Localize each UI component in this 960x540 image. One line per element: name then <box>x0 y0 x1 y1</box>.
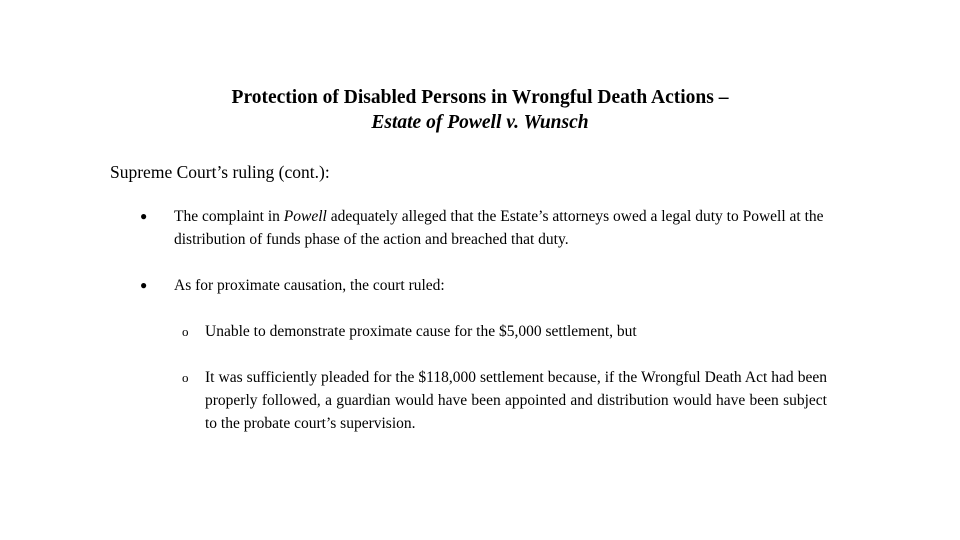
section-heading: Supreme Court’s ruling (cont.): <box>110 162 330 182</box>
sub-bullet-text: It was sufficiently pleaded for the $118,000 settlement because, if the Wrongful Death Act had been properly followed, a guardian would have been appointed and distribution would have been subject to the probate court’s supervision. <box>205 369 827 432</box>
hollow-circle-icon: o <box>182 370 189 385</box>
bullet-text-part: adequately alleged that the Estate’s attorneys owed a legal duty to Powell at the distribution of funds phase of the action and breached that duty. <box>174 208 824 248</box>
title-line-2: Estate of Powell v. Wunsch <box>371 112 589 133</box>
sub-bullet-item <box>182 366 827 435</box>
bullet-dot-icon: ● <box>140 278 148 292</box>
bullet-dot-icon: ● <box>140 209 148 223</box>
sub-bullet-text: Unable to demonstrate proximate cause for the $5,000 settlement, but <box>205 323 637 340</box>
bullet-text <box>174 205 830 251</box>
case-name-italic: Powell <box>283 208 327 225</box>
bullet-text-part: The complaint in <box>174 208 284 225</box>
sub-bullet-item <box>182 320 827 343</box>
title-line-1: Protection of Disabled Persons in Wrongful Death Actions – <box>231 87 729 108</box>
hollow-circle-icon: o <box>182 324 189 339</box>
bullet-text: As for proximate causation, the court ruled: <box>174 277 445 294</box>
slide-title <box>120 85 840 135</box>
bullet-item <box>140 205 830 251</box>
bullet-item <box>140 274 830 297</box>
